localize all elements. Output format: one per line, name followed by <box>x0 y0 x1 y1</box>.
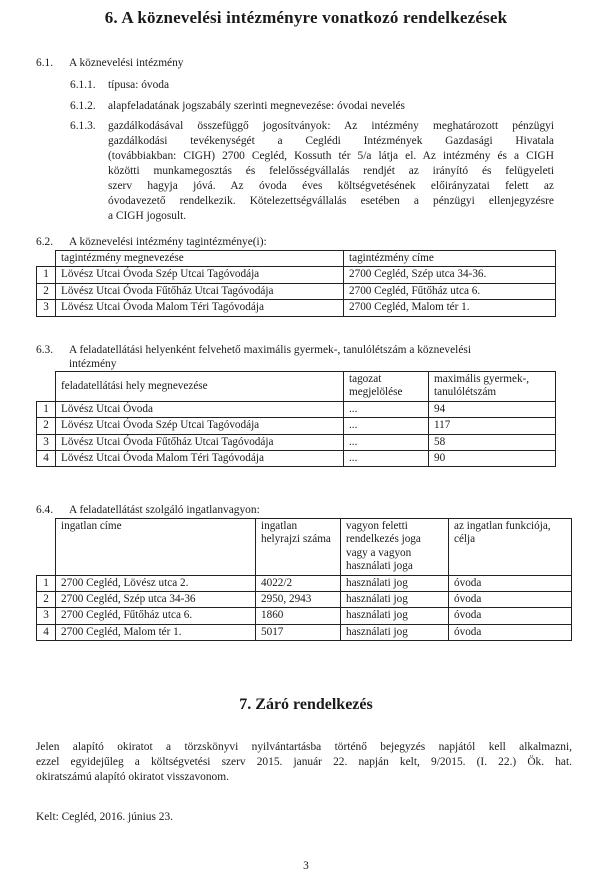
institution-address: 2700 Cegléd, Fűtőház utca 6. <box>344 283 556 299</box>
section-6-2-heading <box>36 235 267 249</box>
section-6-1-3-line: gazdálkodási tevékenységét a Ceglédi Intézmények Gazdasági Hivatala <box>108 135 554 147</box>
section-6-1-1-number: 6.1.1. <box>70 79 96 91</box>
section-6-1-label: A köznevelési intézmény <box>69 57 184 69</box>
table-row <box>37 575 572 591</box>
table-header-row <box>37 251 556 267</box>
section-6-1-number: 6.1. <box>36 57 54 69</box>
property-address: 2700 Cegléd, Malom tér 1. <box>56 624 256 640</box>
section-mark: ... <box>344 434 429 450</box>
section-6-3-label-line: A feladatellátási helyenként felvehető maximális gyermek-, tanulólétszám a köznevelési <box>69 344 471 356</box>
section-mark: ... <box>344 418 429 434</box>
section-6-title: 6. A köznevelési intézményre vonatkozó rendelkezések <box>104 8 508 27</box>
section-6-1-2-text: alapfeladatának jogszabály szerinti megnevezése: óvodai nevelés <box>108 100 405 112</box>
section-6-4-label: A feladatellátást szolgáló ingatlanvagyon: <box>69 504 260 516</box>
section-mark: ... <box>344 451 429 467</box>
table-row <box>37 451 556 467</box>
section-6-1-3-line: (továbbiakban: CIGH) 2700 Cegléd, Kossuth tér 5/a látja el. Az intézmény és a CIGH <box>108 150 554 162</box>
max-headcount: 58 <box>429 434 556 450</box>
section-6-2-number: 6.2. <box>36 236 54 248</box>
section-6-1-2-number: 6.1.2. <box>70 100 96 112</box>
section-mark: ... <box>344 401 429 417</box>
section-6-1-1-text: típusa: óvoda <box>108 79 170 91</box>
row-index: 2 <box>37 592 56 608</box>
section-6-3-heading <box>36 343 471 357</box>
property-function: óvoda <box>449 575 572 591</box>
property-address: 2700 Cegléd, Lövész utca 2. <box>56 575 256 591</box>
row-index: 2 <box>37 283 56 299</box>
usage-right: használati jog <box>341 575 449 591</box>
institution-address: 2700 Cegléd, Szép utca 34-36. <box>344 267 556 283</box>
index-header <box>37 519 56 576</box>
capacity-table <box>36 371 556 467</box>
property-function: óvoda <box>449 624 572 640</box>
section-6-1-1 <box>70 78 169 92</box>
section-6-1 <box>36 56 184 70</box>
table-row <box>37 300 556 316</box>
table-header-row <box>37 372 556 402</box>
property-address: 2700 Cegléd, Fűtőház utca 6. <box>56 608 256 624</box>
column-header: az ingatlan funkciója, célja <box>449 519 572 576</box>
member-institutions-table <box>36 250 556 317</box>
section-6-1-3-number: 6.1.3. <box>70 120 96 132</box>
section-6-2-label: A köznevelési intézmény tagintézménye(i): <box>69 236 267 248</box>
table-row <box>37 418 556 434</box>
row-index: 2 <box>37 418 56 434</box>
row-index: 3 <box>37 608 56 624</box>
max-headcount: 94 <box>429 401 556 417</box>
column-header: tagintézmény megnevezése <box>56 251 344 267</box>
max-headcount: 90 <box>429 451 556 467</box>
section-6-3-label-line: intézmény <box>69 358 117 370</box>
site-name: Lövész Utcai Óvoda Szép Utcai Tagóvodája <box>56 418 344 434</box>
section-6-1-3-line: óvodavezető rendelkezik. Kötelezettségvállalás esetében a pénzügyi ellenjegyzésre <box>108 195 554 207</box>
section-6-1-3-line: szerv hagyja jóvá. Az óvoda éves költségvetésének előirányzatai felett az <box>108 180 554 192</box>
row-index: 1 <box>37 575 56 591</box>
table-header-row <box>37 519 572 576</box>
column-header: ingatlan címe <box>56 519 256 576</box>
closing-line: okiratszámú alapító okiratot visszavonom. <box>36 771 229 783</box>
table-row <box>37 401 556 417</box>
row-index: 3 <box>37 300 56 316</box>
usage-right: használati jog <box>341 608 449 624</box>
column-header: vagyon feletti rendelkezés joga vagy a vagyon használati joga <box>341 519 449 576</box>
property-function: óvoda <box>449 608 572 624</box>
institution-name: Lövész Utcai Óvoda Fűtőház Utcai Tagóvodája <box>56 283 344 299</box>
land-registry-number: 1860 <box>256 608 341 624</box>
page-number: 3 <box>303 860 309 872</box>
max-headcount: 117 <box>429 418 556 434</box>
issue-date: Kelt: Cegléd, 2016. június 23. <box>36 811 173 823</box>
row-index: 4 <box>37 624 56 640</box>
section-7-title: 7. Záró rendelkezés <box>239 696 373 713</box>
institution-name: Lövész Utcai Óvoda Malom Téri Tagóvodája <box>56 300 344 316</box>
closing-line: Jelen alapító okiratot a törzskönyvi nyilvántartásba történő bejegyzés napjától kell alkalmazni, <box>36 741 572 753</box>
land-registry-number: 5017 <box>256 624 341 640</box>
real-estate-table <box>36 518 572 641</box>
property-address: 2700 Cegléd, Szép utca 34-36 <box>56 592 256 608</box>
table-row <box>37 267 556 283</box>
institution-name: Lövész Utcai Óvoda Szép Utcai Tagóvodája <box>56 267 344 283</box>
column-header: tagintézmény címe <box>344 251 556 267</box>
table-row <box>37 592 572 608</box>
column-header: tagozat megjelölése <box>344 372 429 402</box>
section-6-1-3-line: a CIGH jogosult. <box>108 210 187 222</box>
section-6-3-number: 6.3. <box>36 344 54 356</box>
table-row <box>37 624 572 640</box>
section-6-1-3-line: közötti munkamegosztás és felelősségvállalás rendjét az irányító és felügyeleti <box>108 165 554 177</box>
index-header <box>37 251 56 267</box>
usage-right: használati jog <box>341 592 449 608</box>
index-header <box>37 372 56 402</box>
row-index: 3 <box>37 434 56 450</box>
section-6-4-heading <box>36 503 260 517</box>
row-index: 4 <box>37 451 56 467</box>
row-index: 1 <box>37 401 56 417</box>
row-index: 1 <box>37 267 56 283</box>
land-registry-number: 2950, 2943 <box>256 592 341 608</box>
site-name: Lövész Utcai Óvoda Fűtőház Utcai Tagóvodája <box>56 434 344 450</box>
table-row <box>37 283 556 299</box>
site-name: Lövész Utcai Óvoda Malom Téri Tagóvodája <box>56 451 344 467</box>
section-6-4-number: 6.4. <box>36 504 54 516</box>
land-registry-number: 4022/2 <box>256 575 341 591</box>
table-row <box>37 608 572 624</box>
site-name: Lövész Utcai Óvoda <box>56 401 344 417</box>
column-header: ingatlan helyrajzi száma <box>256 519 341 576</box>
table-row <box>37 434 556 450</box>
usage-right: használati jog <box>341 624 449 640</box>
institution-address: 2700 Cegléd, Malom tér 1. <box>344 300 556 316</box>
section-6-1-3-line: gazdálkodásával összefüggő jogosítványok: Az intézmény meghatározott pénzügyi <box>108 120 554 132</box>
closing-line: ezzel egyidejűleg a költségvetési szerv 2015. január 22. napján kelt, 9/2015. (I. 22.) Ök. hat. <box>36 756 572 768</box>
column-header: maximális gyermek-, tanulólétszám <box>429 372 556 402</box>
section-6-1-2 <box>70 99 405 113</box>
column-header: feladatellátási hely megnevezése <box>56 372 344 402</box>
property-function: óvoda <box>449 592 572 608</box>
